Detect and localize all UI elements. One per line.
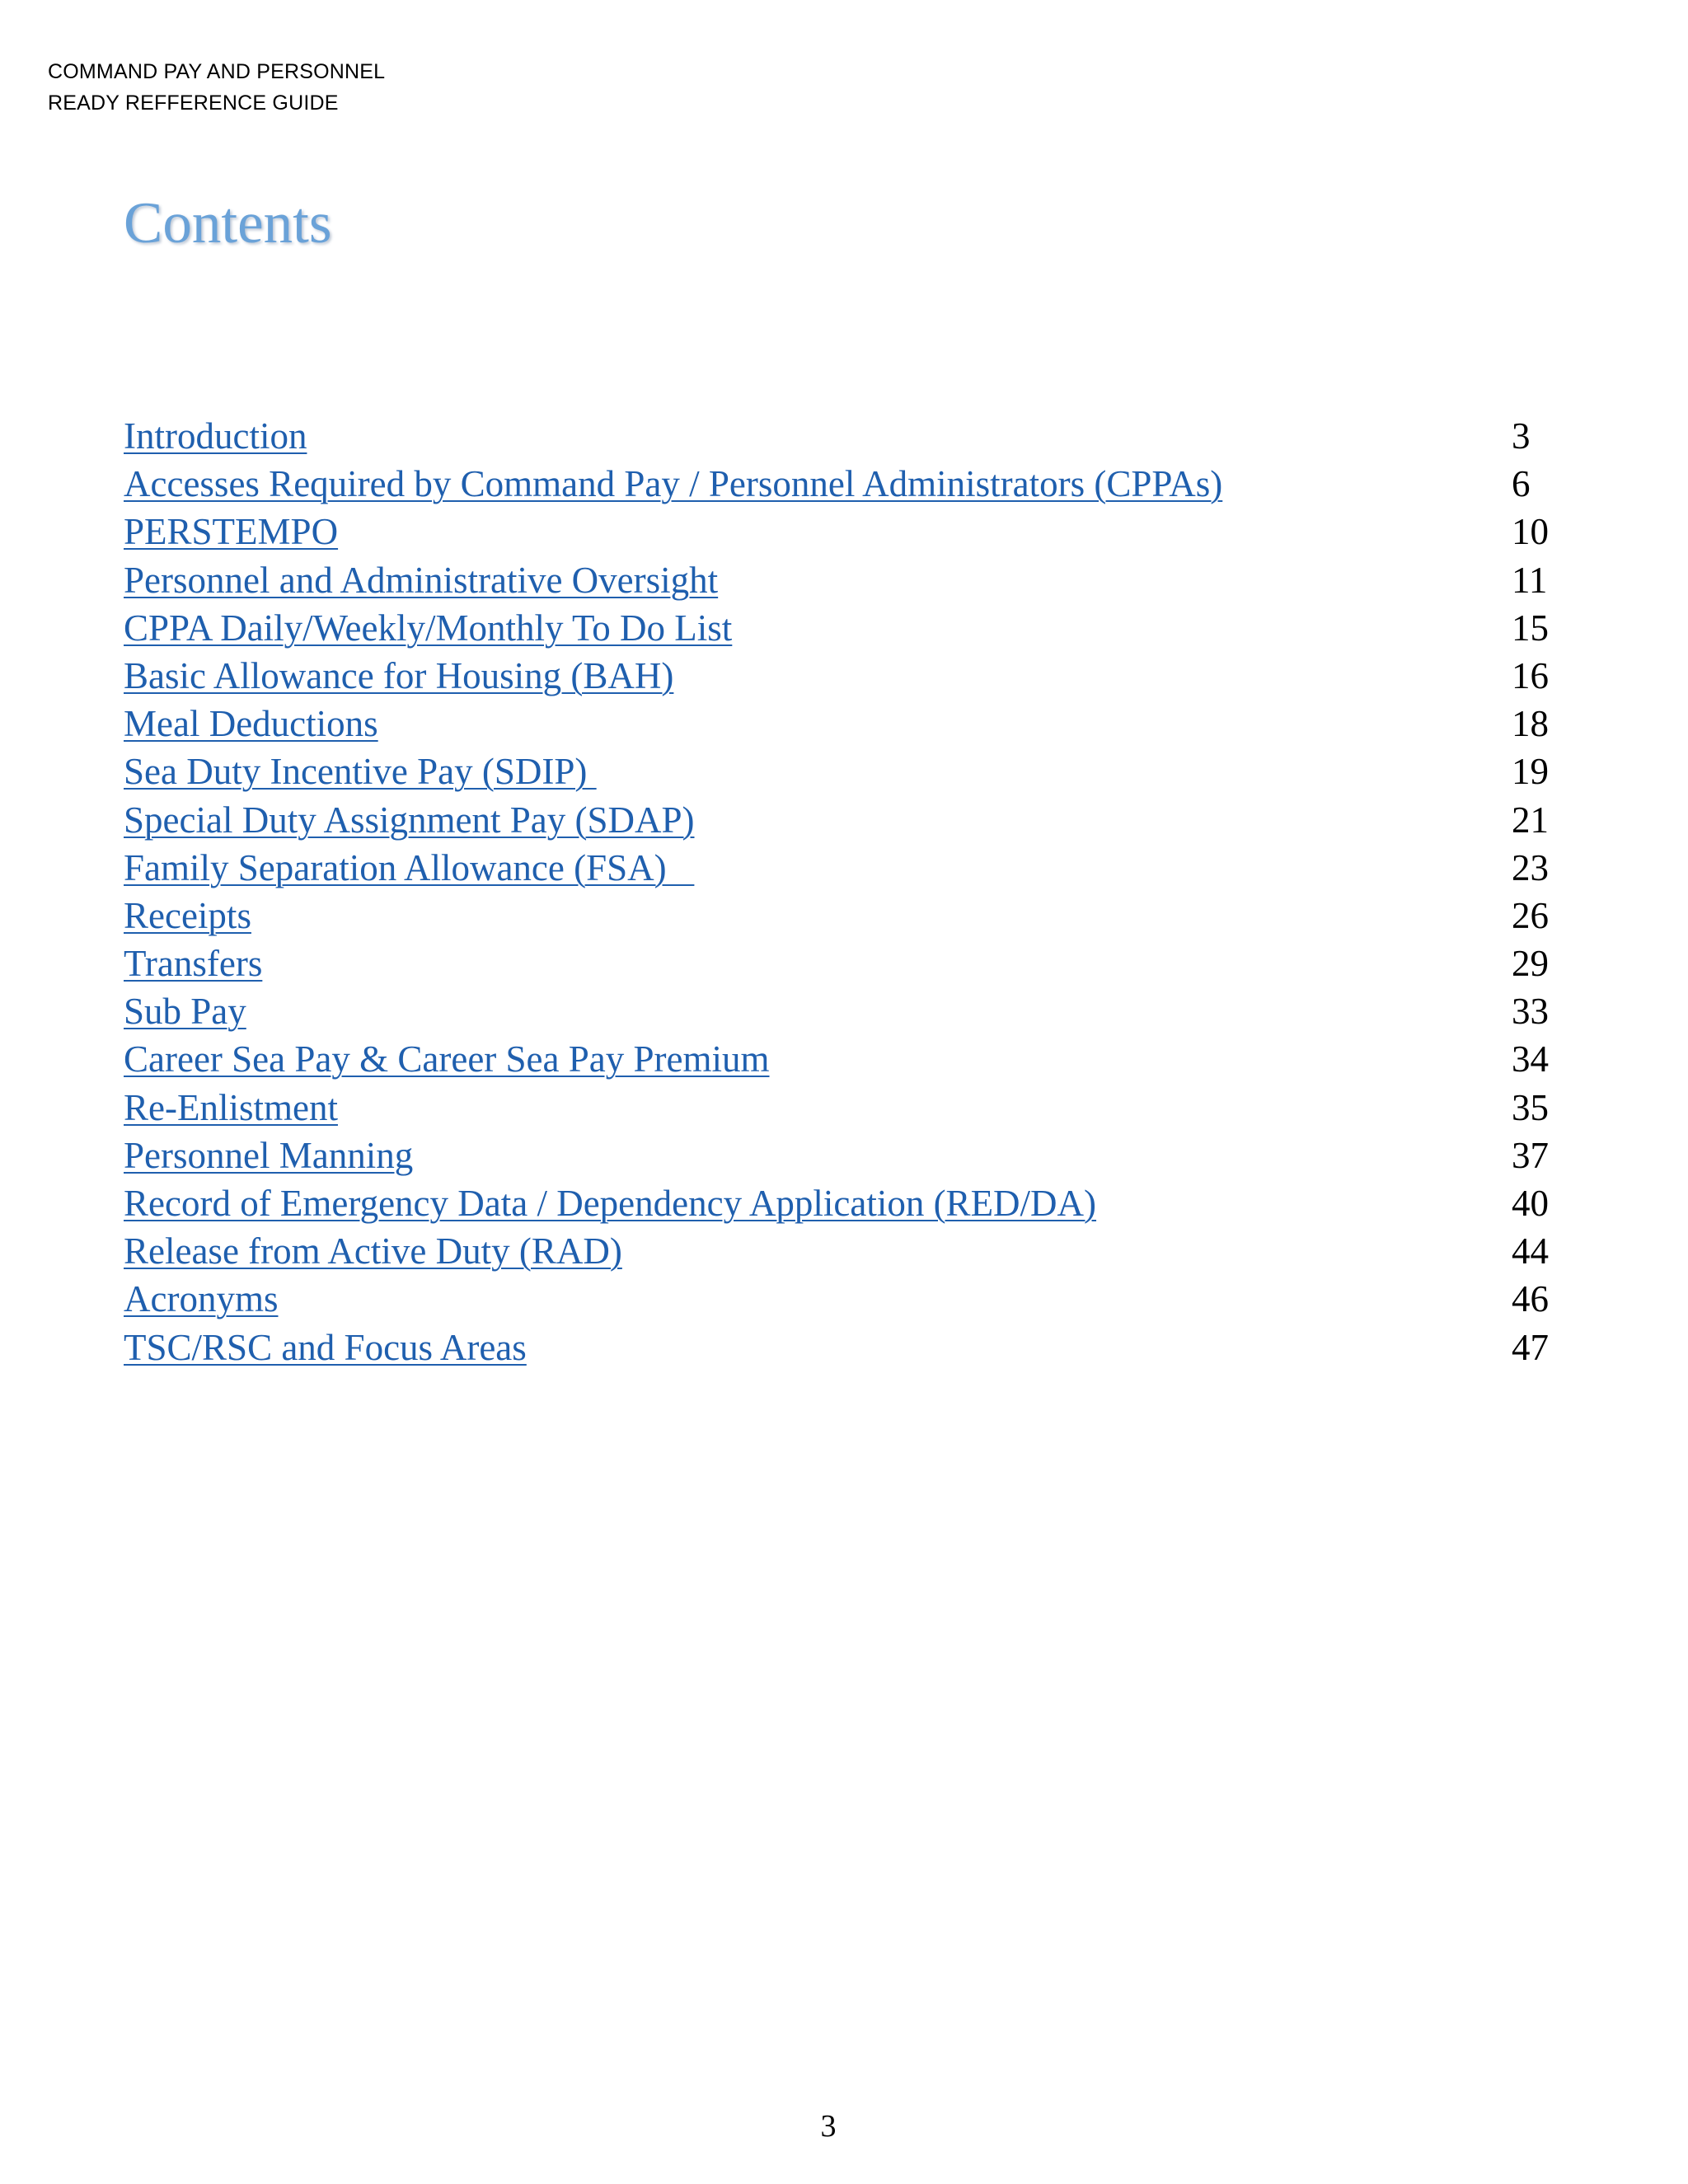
toc-entry-page-number: 11 <box>1512 559 1548 601</box>
toc-entry <box>124 412 1558 460</box>
toc-entry-link[interactable]: Acronyms <box>124 1278 279 1320</box>
toc-entry <box>124 796 1558 844</box>
toc-entry <box>124 1132 1558 1179</box>
toc-entry-link[interactable]: Record of Emergency Data / Dependency Application (RED/DA) <box>124 1183 1097 1224</box>
toc-entry-link[interactable]: Family Separation Allowance (FSA) <box>124 846 695 888</box>
toc-entry-page-number: 33 <box>1512 991 1549 1033</box>
toc-entry-link[interactable]: Sea Duty Incentive Pay (SDIP) <box>124 751 597 793</box>
toc-entry-page-number: 15 <box>1512 607 1549 649</box>
toc-entry <box>124 652 1558 700</box>
toc-entry <box>124 1227 1558 1275</box>
page-number: 3 <box>820 2109 837 2144</box>
toc-entry-page-number: 10 <box>1512 511 1549 553</box>
toc-entry-page-number: 37 <box>1512 1134 1549 1176</box>
toc-entry <box>124 508 1558 555</box>
toc-entry <box>124 1035 1558 1083</box>
toc-entry-link[interactable]: Meal Deductions <box>124 703 378 745</box>
toc-entry-page-number: 3 <box>1512 415 1531 457</box>
toc-entry-page-number: 18 <box>1512 703 1549 745</box>
toc-entry-link[interactable]: Introduction <box>124 415 307 457</box>
toc-entry-link[interactable]: TSC/RSC and Focus Areas <box>124 1326 527 1368</box>
toc-entry <box>124 1324 1558 1371</box>
table-of-contents <box>124 412 1558 1371</box>
toc-entry-link[interactable]: Release from Active Duty (RAD) <box>124 1230 622 1272</box>
toc-entry <box>124 987 1558 1035</box>
toc-entry-page-number: 44 <box>1512 1230 1549 1272</box>
toc-entry-link[interactable]: Basic Allowance for Housing (BAH) <box>124 654 674 696</box>
toc-entry-page-number: 34 <box>1512 1038 1549 1080</box>
toc-entry-link[interactable]: Special Duty Assignment Pay (SDAP) <box>124 799 695 841</box>
toc-entry-page-number: 29 <box>1512 943 1549 985</box>
toc-entry-page-number: 23 <box>1512 846 1549 888</box>
toc-entry-link[interactable]: CPPA Daily/Weekly/Monthly To Do List <box>124 607 733 649</box>
toc-entry-page-number: 35 <box>1512 1086 1549 1128</box>
toc-entry <box>124 1275 1558 1323</box>
header-line-2: READY REFFERENCE GUIDE <box>48 91 339 115</box>
toc-entry-link[interactable]: Career Sea Pay & Career Sea Pay Premium <box>124 1038 770 1080</box>
document-header <box>48 56 385 119</box>
toc-entry <box>124 844 1558 892</box>
toc-entry-link[interactable]: Accesses Required by Command Pay / Personnel Administrators (CPPAs) <box>124 463 1223 505</box>
toc-entry-page-number: 16 <box>1512 654 1549 696</box>
toc-entry-link[interactable]: Re-Enlistment <box>124 1086 338 1128</box>
toc-entry <box>124 1179 1558 1227</box>
toc-entry <box>124 940 1558 987</box>
toc-entry-page-number: 46 <box>1512 1278 1549 1320</box>
toc-entry-page-number: 40 <box>1512 1183 1549 1224</box>
toc-entry <box>124 604 1558 652</box>
toc-entry-link[interactable]: Receipts <box>124 894 251 936</box>
toc-entry-page-number: 47 <box>1512 1326 1549 1368</box>
toc-entry <box>124 748 1558 795</box>
contents-heading: Contents <box>124 191 332 255</box>
toc-entry <box>124 1084 1558 1132</box>
toc-entry-link[interactable]: PERSTEMPO <box>124 511 339 553</box>
header-line-1: COMMAND PAY AND PERSONNEL <box>48 60 386 83</box>
toc-entry <box>124 556 1558 604</box>
toc-entry-page-number: 19 <box>1512 751 1549 793</box>
toc-entry-page-number: 26 <box>1512 894 1549 936</box>
toc-entry-link[interactable]: Sub Pay <box>124 991 246 1033</box>
toc-entry-page-number: 6 <box>1512 463 1531 505</box>
toc-entry-page-number: 21 <box>1512 799 1549 841</box>
toc-entry-link[interactable]: Personnel and Administrative Oversight <box>124 559 719 601</box>
toc-entry <box>124 892 1558 940</box>
toc-entry <box>124 460 1558 508</box>
toc-entry <box>124 700 1558 748</box>
toc-entry-link[interactable]: Transfers <box>124 943 263 985</box>
toc-entry-link[interactable]: Personnel Manning <box>124 1134 414 1176</box>
